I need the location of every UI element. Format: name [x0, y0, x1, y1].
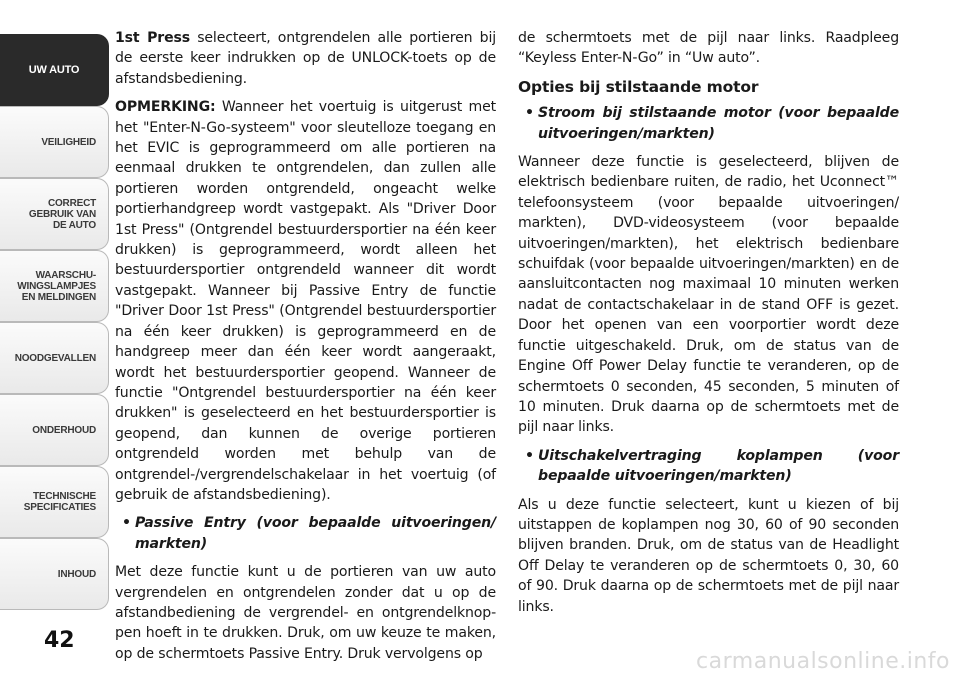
tab-label: NOODGEVALLEN: [14, 352, 96, 364]
paragraph-lead: 1st Press: [115, 30, 190, 46]
paragraph: Wanneer deze functie is geselecteerd, blijven de elektrisch bedienbare ruiten, de radio, het Uconnect™ telefoonsysteem (voor bepaalde uitvoeringen/ markten), DVD-videosysteem (voor bepaalde uitvoeringen/markten), het elektrisch bedienbare schuifdak (voor bepaalde uitvoeringen/markten) en de aansluitcontacten nog maximaal 10 minuten werken nadat de contactschakelaar in de stand OFF is gezet. Door het openen van een voorportier wordt deze functie uitgeschakeld. Druk, om de status van de Engine Off Power Delay functie te veranderen, op de schermtoets 0 seconden, 45 seconden, 5 minuten of 10 minuten. Druk daarna op de schermtoets met de pijl naar links.: [518, 154, 899, 436]
paragraph: Met deze functie kunt u de portieren van uw auto vergrendelen en ontgrendelen zonder dat u op de afstandbediening de vergrendel- en ontgrendelknop-pen hoeft in te drukken. Druk, om uw keuze te maken, op de schermtoets Passive Entry. Druk vervolgens op: [115, 564, 496, 662]
tab-veiligheid[interactable]: [0, 106, 109, 178]
paragraph: 1st Press selecteert, ontgrendelen alle portieren bij de eerste keer indrukken op de UNLOCK-toets op de afstandsbediening.: [115, 30, 496, 87]
tab-technische-specificaties[interactable]: [0, 466, 109, 538]
tab-waarschuwingslampjes[interactable]: [0, 250, 109, 322]
chapter-tabs: [0, 0, 111, 620]
watermark: carmanualsonline.info: [696, 649, 950, 674]
right-column: [518, 28, 899, 625]
tab-onderhoud[interactable]: [0, 394, 109, 466]
section-heading: Opties bij stilstaande motor: [518, 77, 759, 96]
tab-label: TECHNISCHE SPECIFICATIES: [23, 491, 96, 513]
tab-label: INHOUD: [57, 568, 96, 580]
page-number: 42: [44, 628, 75, 653]
bullet-heading: • Stroom bij stilstaande motor (voor bepaalde uitvoeringen/markten): [525, 105, 899, 142]
paragraph: Als u deze functie selecteert, kunt u kiezen of bij uitstappen de koplampen nog 30, 60 of 90 seconden blijven branden. Druk, om de status van de Headlight Off Delay te veranderen op de schermtoets 0, 30, 60 of 90. Druk daarna op de schermtoets met de pijl naar links.: [518, 496, 899, 615]
left-column: [115, 28, 496, 672]
tab-label: VEILIGHEID: [41, 136, 96, 148]
tab-uw-auto[interactable]: [0, 34, 109, 106]
tab-label: UW AUTO: [28, 63, 80, 76]
tab-label: WAARSCHU- WINGSLAMPJES EN MELDINGEN: [17, 269, 96, 303]
paragraph: de schermtoets met de pijl naar links. Raadpleeg “Keyless Enter-N-Go” in “Uw auto”.: [518, 30, 899, 67]
tab-inhoud[interactable]: [0, 538, 109, 610]
tab-label: ONDERHOUD: [32, 424, 96, 436]
note-paragraph: OPMERKING: Wanneer het voertuig is uitgerust met het "Enter-N-Go-systeem" voor sleutelloze toegang en het EVIC is geprogrammeerd om alle portieren na eenmaal drukken te ontgrendelen, dan zullen alle portieren worden ontgrendeld, ongeacht welke portierhandgreep wordt vastgepakt. Als "Driver Door 1st Press" (Ontgrendel bestuurdersportier na één keer drukken) is geprogrammeerd, wordt alleen het bestuurdersportier ontgrendeld wanneer dit wordt vastgepakt. Wanneer bij Passive Entry de functie "Driver Door 1st Press" (Ontgrendel bestuurdersportier na één keer drukken) is geprogrammeerd en de handgreep meer dan één keer wordt aangeraakt, wordt het bestuurdersportier geopend. Wanneer de functie "Ontgrendel bestuurdersportier na één keer drukken" is geselecteerd en het bestuurdersportier is geopend, dan kunnen de overige portieren ontgrendeld worden met behulp van de ontgrendel-/vergrendelschakelaar in het voertuig (of gebruik de afstandsbediening).: [115, 99, 496, 503]
bullet-heading: • Passive Entry (voor bepaalde uitvoeringen/ markten): [122, 515, 496, 552]
bullet-heading: • Uitschakelvertraging koplampen (voor bepaalde uitvoeringen/markten): [525, 447, 899, 485]
tab-label: CORRECT GEBRUIK VAN DE AUTO: [28, 197, 96, 231]
note-label: OPMERKING:: [115, 99, 216, 116]
tab-noodgevallen[interactable]: [0, 322, 109, 394]
tab-correct-gebruik[interactable]: [0, 178, 109, 250]
